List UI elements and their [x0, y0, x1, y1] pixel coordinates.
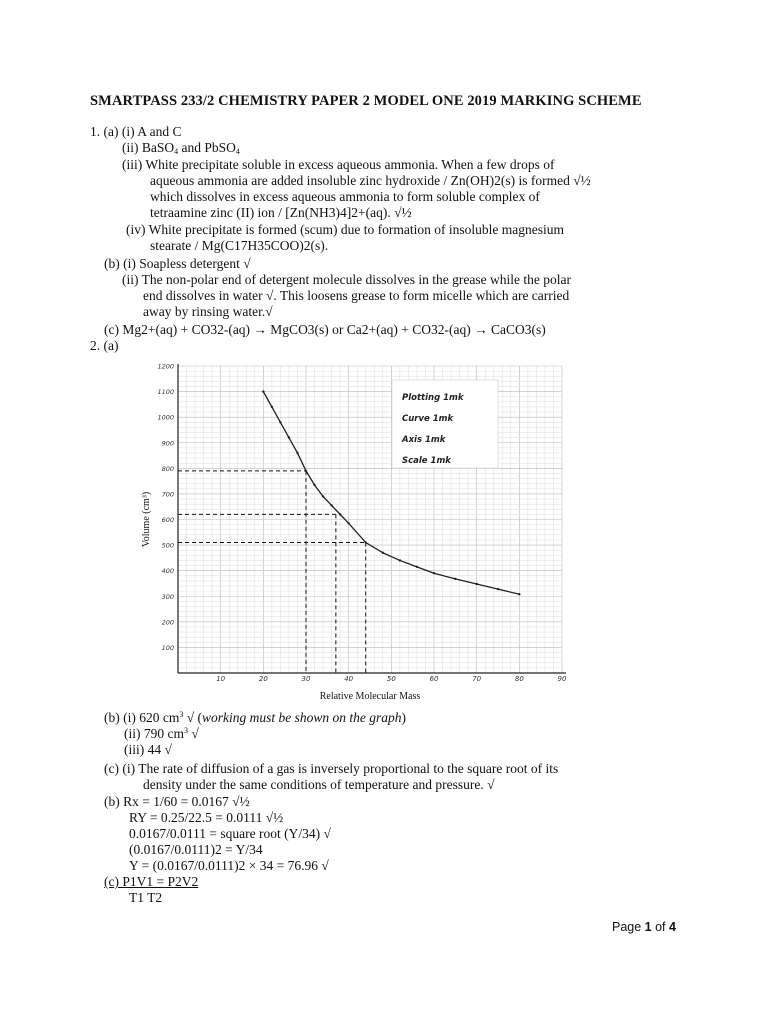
- q1-a-ii: (ii) BaSO$_4$ and PbSO$_4$: [122, 140, 240, 156]
- y-tick-label: 1200: [157, 362, 174, 371]
- data-point: [296, 452, 298, 454]
- q1-a-iv-line2: stearate / Mg(C17H35COO)2(s).: [150, 238, 329, 253]
- tick-labels: [157, 363, 567, 684]
- data-point: [518, 593, 520, 595]
- q2-b-i: (b) (i) 620 $cm^3$ √ (working must be shown on the graph): [104, 710, 407, 725]
- q2-b2-line5: Y = (0.0167/0.0111)2 × 34 = 76.96 √: [129, 858, 329, 873]
- data-point: [433, 572, 435, 574]
- data-point: [322, 495, 324, 497]
- q1-a-iii-line2: aqueous ammonia are added insoluble zinc hydroxide / Zn(OH)2(s) is formed √½: [150, 173, 591, 188]
- marking-box-item: Plotting 1mk: [402, 393, 464, 403]
- q1-c-equation: (c) Mg2+(aq) + CO32-(aq) → MgCO3(s) or Ca2+(aq) + CO32-(aq) → CaCO3(s): [104, 322, 546, 337]
- data-point: [339, 513, 341, 515]
- y-tick-label: 500: [161, 541, 174, 550]
- q2-b-iii: (iii) 44 √: [124, 742, 172, 757]
- q2-c-i-line2: density under the same conditions of temperature and pressure. √: [143, 777, 495, 792]
- data-point: [313, 484, 315, 486]
- y-tick-label: 100: [161, 643, 174, 652]
- x-tick-label: 20: [258, 675, 268, 683]
- y-tick-label: 600: [161, 516, 174, 524]
- document-title: SMARTPASS 233/2 CHEMISTRY PAPER 2 MODEL ONE 2019 MARKING SCHEME: [90, 93, 642, 109]
- q1-a-iii-line1: (iii) White precipitate soluble in excess aqueous ammonia. When a few drops of: [122, 157, 555, 172]
- x-tick-label: 90: [557, 675, 567, 683]
- volume-vs-molar-mass-graph: [140, 358, 570, 702]
- data-point: [475, 583, 477, 585]
- data-point: [365, 541, 367, 543]
- y-tick-label: 300: [161, 592, 174, 601]
- q2-b2-line4: (0.0167/0.0111)2 = Y/34: [129, 842, 263, 857]
- q2-a: 2. (a): [90, 338, 119, 353]
- data-point: [330, 504, 332, 506]
- q2-c-i-line1: (c) (i) The rate of diffusion of a gas is inversely proportional to the square root of its: [104, 761, 559, 776]
- q1-a-iv-line1: (iv) White precipitate is formed (scum) due to formation of insoluble magnesium: [126, 222, 565, 237]
- y-tick-label: 1000: [157, 413, 174, 422]
- marking-box-item: Axis 1mk: [402, 435, 446, 445]
- q2-b2-line2: RY = 0.25/22.5 = 0.0111 √½: [129, 810, 284, 825]
- x-tick-label: 70: [472, 675, 482, 683]
- q1-a-iii-line4: tetraamine zinc (II) ion / [Zn(NH3)4]2+(aq). √½: [150, 205, 412, 220]
- q1-a-i: 1. (a) (i) A and C: [90, 124, 182, 139]
- y-tick-label: 200: [161, 618, 174, 627]
- x-tick-label: 50: [386, 675, 396, 683]
- x-tick-label: 60: [429, 675, 439, 683]
- y-tick-label: 900: [161, 439, 174, 448]
- data-point: [262, 390, 264, 392]
- data-point: [347, 522, 349, 524]
- data-point: [399, 559, 401, 561]
- y-tick-label: 800: [161, 464, 174, 473]
- q1-b-ii-line1: (ii) The non-polar end of detergent molecule dissolves in the grease while the polar: [122, 272, 571, 287]
- marking-box-item: Scale 1mk: [402, 456, 451, 466]
- x-axis-label: Relative Molecular Mass: [319, 691, 421, 702]
- q2-b-ii: (ii) 790 $cm^3$ √: [124, 726, 199, 741]
- x-tick-label: 80: [514, 675, 524, 683]
- data-point: [382, 552, 384, 554]
- q1-b-ii-line3: away by rinsing water.√: [143, 304, 273, 319]
- x-tick-label: 10: [216, 675, 226, 683]
- x-tick-label: 40: [344, 675, 354, 683]
- marking-box: [392, 380, 498, 468]
- q2-c2-line1: (c) P1V1 = P2V2: [104, 874, 199, 889]
- y-tick-label: 400: [161, 567, 174, 576]
- grid: [178, 366, 562, 673]
- q1-a-iii-line3: which dissolves in excess aqueous ammonia to form soluble complex of: [150, 189, 540, 204]
- data-point: [497, 588, 499, 590]
- q1-b-ii-line2: end dissolves in water √. This loosens grease to form micelle which are carried: [143, 288, 570, 303]
- q1-b-i: (b) (i) Soapless detergent √: [104, 256, 251, 271]
- y-tick-label: 1100: [157, 388, 174, 397]
- y-tick-label: 700: [161, 490, 174, 499]
- data-point: [454, 578, 456, 580]
- page-number: Page 1 of 4: [612, 920, 676, 934]
- q2-b2-line3: 0.0167/0.0111 = square root (Y/34) √: [129, 826, 331, 841]
- q2-b2-line1: (b) Rx = 1/60 = 0.0167 √½: [104, 794, 250, 809]
- data-point: [305, 470, 307, 472]
- y-axis-label: Volume (cm³): [141, 491, 152, 548]
- data-point: [288, 436, 290, 438]
- data-point: [271, 406, 273, 408]
- q2-c2-line2: T1 T2: [129, 890, 163, 905]
- data-point: [416, 566, 418, 568]
- x-tick-label: 30: [301, 675, 311, 683]
- marking-box-item: Curve 1mk: [402, 414, 454, 424]
- data-point: [279, 421, 281, 423]
